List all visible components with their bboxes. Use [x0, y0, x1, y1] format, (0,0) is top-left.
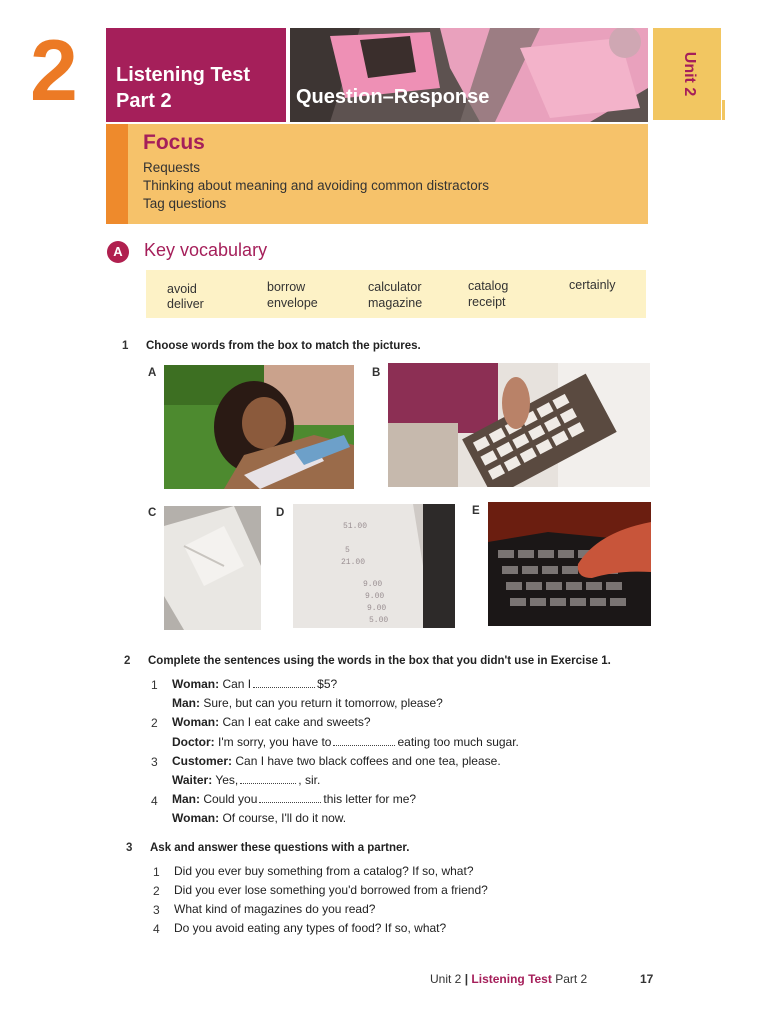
- answer-blank[interactable]: [253, 677, 315, 688]
- sentence-line: [172, 696, 443, 710]
- section-a-badge: A: [107, 241, 129, 263]
- vocab-word: calculator: [368, 280, 422, 294]
- footer-part: Part 2: [555, 972, 588, 986]
- unit-number: 2: [30, 23, 76, 119]
- question-number: 1: [153, 865, 160, 879]
- sentence-number: 2: [151, 716, 158, 730]
- answer-blank[interactable]: [259, 792, 321, 803]
- vocab-word: avoid: [167, 282, 197, 296]
- speaker: Woman:: [172, 677, 220, 691]
- exercise-2-instruction: Complete the sentences using the words in the box that you didn't use in Exercise 1.: [148, 655, 611, 667]
- receipt-photo-icon: [293, 504, 455, 628]
- sentence-text: eating too much sugar.: [397, 735, 519, 749]
- exercise-3-instruction: Ask and answer these questions with a partner.: [150, 842, 410, 854]
- vocab-word: receipt: [468, 295, 506, 309]
- receipt-figure: 5: [345, 546, 350, 555]
- receipt-figure: 5.00: [369, 616, 389, 625]
- envelope-photo-icon: [164, 506, 261, 630]
- question-number: 4: [153, 922, 160, 936]
- sentence-text: Can I have two black coffees and one tea, please.: [235, 754, 501, 768]
- sentence-line: [172, 792, 416, 806]
- title-box: [106, 28, 286, 122]
- footer-section: Listening Test: [471, 972, 552, 986]
- speaker: Man:: [172, 696, 200, 710]
- page-footer: [430, 972, 587, 986]
- question-text: Did you ever buy something from a catalog? If so, what?: [174, 864, 474, 878]
- sentence-text: Could you: [203, 792, 258, 806]
- sentence-text: Yes,: [215, 773, 239, 787]
- exercise-3-number: 3: [126, 842, 133, 854]
- picture-letter: B: [372, 367, 381, 379]
- unit-tab: [653, 28, 721, 120]
- speaker: Customer:: [172, 754, 233, 768]
- sentence-text: $5?: [317, 677, 338, 691]
- exercise-1-number: 1: [122, 340, 129, 352]
- question-text: Do you avoid eating any types of food? If so, what?: [174, 921, 447, 935]
- sentence-line: [172, 754, 501, 768]
- speaker: Woman:: [172, 715, 220, 729]
- receipt-figure: 9.00: [363, 580, 383, 589]
- question-number: 2: [153, 884, 160, 898]
- focus-item: Thinking about meaning and avoiding common distractors: [143, 178, 489, 193]
- exercise-2-number: 2: [124, 655, 131, 667]
- speaker: Woman:: [172, 811, 220, 825]
- picture-letter: E: [472, 505, 480, 517]
- question-text: What kind of magazines do you read?: [174, 902, 376, 916]
- section-a-title: Key vocabulary: [144, 240, 268, 260]
- speaker: Man:: [172, 792, 200, 806]
- vocab-word: catalog: [468, 279, 509, 293]
- sentence-number: 1: [151, 678, 158, 692]
- person-browsing-catalog-photo-icon: [388, 363, 650, 487]
- sentence-number: 3: [151, 755, 158, 769]
- speaker: Doctor:: [172, 735, 215, 749]
- speaker: Waiter:: [172, 773, 213, 787]
- receipt-figure: 51.00: [343, 522, 368, 531]
- focus-item: Tag questions: [143, 196, 227, 211]
- sentence-line: [172, 773, 320, 787]
- vocab-word: envelope: [267, 296, 318, 310]
- receipt-figure: 9.00: [367, 604, 387, 613]
- vocab-word: certainly: [569, 278, 616, 292]
- picture-letter: A: [148, 367, 157, 379]
- sentence-text: Of course, I'll do it now.: [222, 811, 347, 825]
- vocab-word: borrow: [267, 280, 306, 294]
- answer-blank[interactable]: [333, 735, 395, 746]
- focus-bar: [106, 124, 128, 224]
- sentence-text: Sure, but can you return it tomorrow, please?: [203, 696, 443, 710]
- sentence-line: [172, 735, 519, 749]
- sentence-text: this letter for me?: [323, 792, 417, 806]
- receipt-figure: 9.00: [365, 592, 385, 601]
- picture-letter: D: [276, 507, 285, 519]
- sentence-text: , sir.: [298, 773, 321, 787]
- exercise-1-instruction: Choose words from the box to match the pictures.: [146, 340, 421, 352]
- picture-letter: C: [148, 507, 157, 519]
- woman-reading-magazine-photo-icon: [164, 365, 354, 489]
- vocab-word: deliver: [167, 297, 204, 311]
- sentence-line: [172, 677, 337, 691]
- calculator-photo-icon: [488, 502, 651, 626]
- sentence-line: [172, 811, 346, 825]
- receipt-figure: 21.00: [341, 558, 366, 567]
- page-number: 17: [640, 972, 654, 986]
- question-text: Did you ever lose something you'd borrowed from a friend?: [174, 883, 488, 897]
- section-subtitle: Question–Response: [296, 86, 490, 108]
- sentence-number: 4: [151, 794, 158, 808]
- question-number: 3: [153, 903, 160, 917]
- focus-title: Focus: [143, 131, 205, 154]
- sentence-text: Can I eat cake and sweets?: [222, 715, 371, 729]
- footer-separator: |: [464, 972, 469, 986]
- title-line2: Part 2: [116, 90, 172, 112]
- answer-blank[interactable]: [240, 773, 296, 784]
- sentence-text: Can I: [222, 677, 252, 691]
- footer-unit: Unit 2: [430, 972, 462, 986]
- title-line1: Listening Test: [116, 64, 251, 86]
- sentence-text: I'm sorry, you have to: [218, 735, 332, 749]
- unit-tab-label: Unit 2: [681, 51, 698, 97]
- unit-tab-rule: [722, 100, 725, 120]
- vocab-word: magazine: [368, 296, 423, 310]
- vocab-box: [146, 270, 646, 318]
- focus-item: Requests: [143, 160, 201, 175]
- sentence-line: [172, 715, 371, 729]
